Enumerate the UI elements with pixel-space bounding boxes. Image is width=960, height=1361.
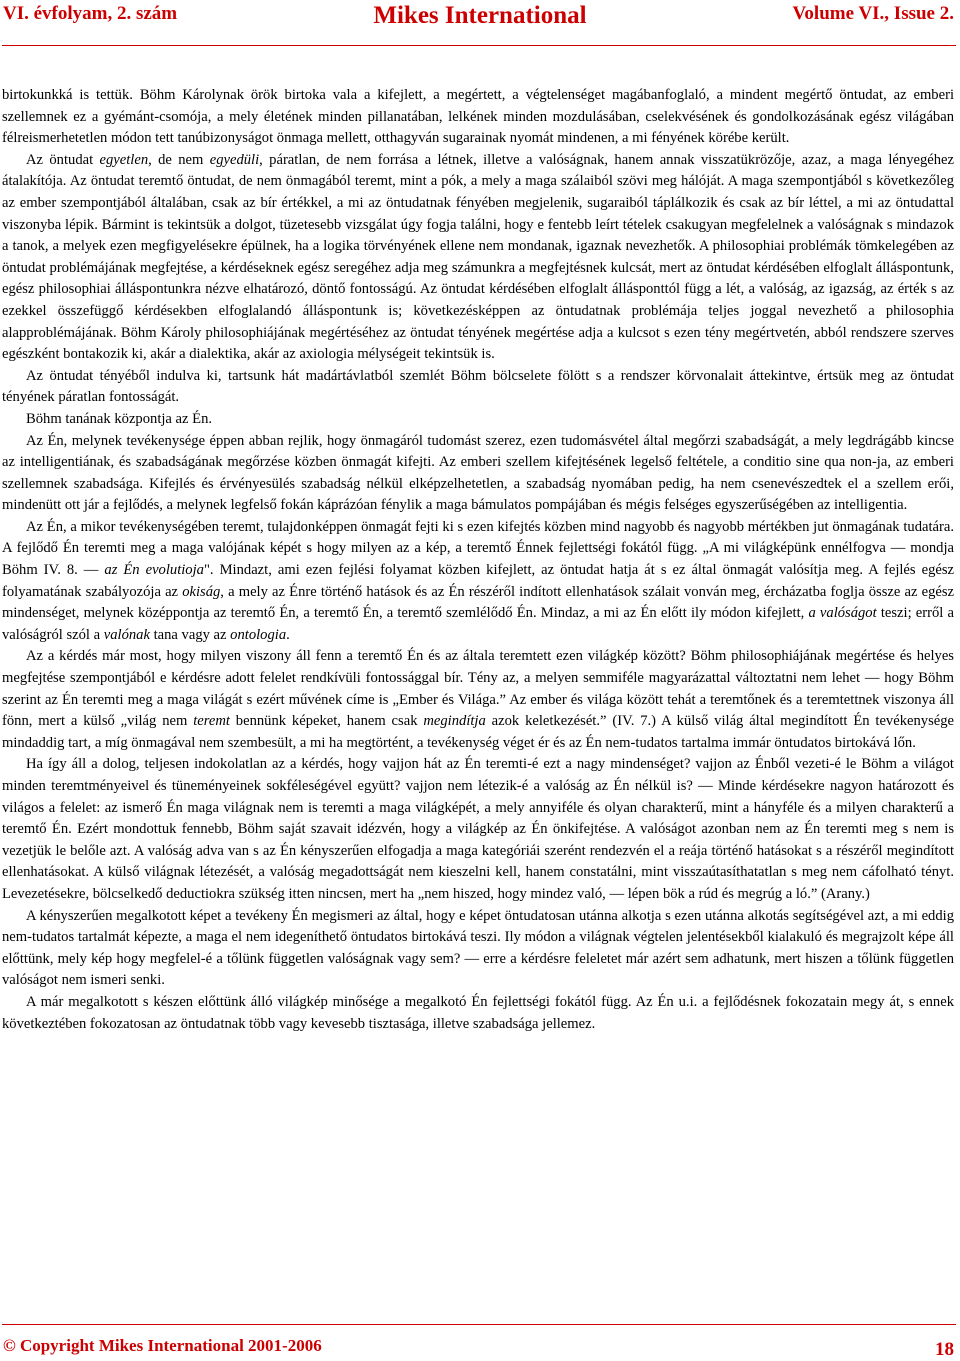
volume-english: Volume VI., Issue 2. [792,3,954,24]
emphasized-text: teremt [193,713,230,730]
emphasized-text: megindítja [423,713,486,730]
emphasized-text: egyetlen [99,151,149,168]
text-run: Az öntudat tényéből indulva ki, tartsunk hát madártávlatból szemlét Böhm bölcselete fölött s a rendszer körvonalait áttekintve, értsük meg az öntudat tényének páratlan fontosságát. [2,367,954,406]
page-number: 18 [935,1339,954,1360]
journal-title: Mikes International [373,2,587,29]
text-run: , a mely az Énre történő hatások és az Én részéről indított ellenhatások szálait vonván meg, ércházatba foglja össze az egész mindenséget, melynek középpontja az teremtő Én, a teremtő Én, a teremtő szemlélődő Én. Mindaz, a mi az Én előtt ily módon kifejlett, [2,583,954,622]
paragraph [2,906,954,992]
text-run: Böhm tanának központja az Én. [26,410,213,427]
paragraph [2,754,954,905]
volume-hungarian: VI. évfolyam, 2. szám [3,3,178,24]
paragraph [2,85,954,150]
emphasized-text: okiság [182,583,221,600]
emphasized-text: az Én evolutioja [104,562,204,579]
emphasized-text: ontologia [230,626,287,643]
page-header [0,0,960,56]
page-footer [0,1320,960,1361]
text-run: , de nem [148,151,210,168]
text-run: Az Én, a mikor tevékenységében teremt, tulajdonképpen önmagát fejti ki s ezen kifejtés közben mind nagyobb és nagyobb mértékben jut önmagának tudatára. A fejlődő Én teremti meg a maga valójának képét s hogy milyen az a kép, a teremtő Énnek fejlettségi fokától függ. „A mi világképünk ennélfogva — mondja Böhm IV. 8. — [2,518,954,579]
emphasized-text: valónak [103,626,150,643]
paragraph [2,366,954,409]
copyright-notice: © Copyright Mikes International 2001-2006 [3,1336,322,1355]
text-run: ". Mindazt, ami ezen fejlési folyamat közben kifejlett, az öntudat hatja át s ez által önmagát valósítja meg. A fejlés egész folyamatának szabályozója az [2,562,954,600]
text-run: A kényszerűen megalkotott képet a tevékeny Én megismeri az által, hogy e képet öntudatosan utánna alkotja s ezen utánna alkotás segítségével azt, a mi eddig nem-tudatos tartalmát képezte, a maga el nem idegeníthető öntudatos birtokává teszi. Ily módon a világnak végtelen jelentésekből kialakuló és megrajzolt képe áll előttünk, mely kép hogy megfelel-é a tőlünk független valóságnak vagy sem? — erre a kérdésre feleletet már azért sem adhatunk, mert hiszen a tőlünk független valóságot nem ismeri senki. [2,907,954,989]
text-run: bennünk képeket, hanem csak [229,713,424,730]
paragraph [2,409,954,431]
paragraph [2,150,954,366]
paragraph [2,517,954,647]
text-run: . [286,626,290,643]
emphasized-text: egyedüli [209,151,260,168]
text-run: , páratlan, de nem forrása a létnek, illetve a valóságnak, hanem annak visszatükrözője, azaz, a maga lényegéhez átalakítója. Az öntudat teremtő öntudat, de nem önmagából teremt, mint a pók, a mely a maga szálaiból szövi meg hálóját. A maga szempontjából s következőleg az ember szempontjából általában, csak az bír értékkel, a mi az öntudatnak fényében megjelenik, sugaraiból táplálkozik és csak az bír léttel, a mi az öntudattal viszonyba lépik. Bármint is tekintsük a dolgot, tüzetesebb vizsgálat úgy fogja találni, hogy e fentebb leírt tételek csakugyan megfelelnek a valóságnak s mindazok a tanok, a melyek ezen megfigyelésekre épülnek, ha a logika törvényének ellene nem mondanak, igaznak nevezhetők. A philosophiai problémák tömkelegében az öntudat problémájának megfejtése, a kérdéseknek egész seregéhez adja meg számunkra a megfejtésnek kulcsát, mert az öntudat kérdésében elfoglalt álláspontunk, egész philosophiai álláspontunkra nézve elhatározó, döntő fontosságú. Az öntudat kérdésében elfoglalt állásponttól függ a lét, a valóság, az igazság, az érték s az ezekkel összefüggő kérdésekben elfoglalandó álláspontunk is; következésképpen az öntudatnak problémája teljes joggal nevezhető a philosophia alapproblémájának. Böhm Károly philosophiájának megértéséhez az öntudat tényének megértése adja a kulcsot s ezen tény megértvetén, abból rendszere szerves egészként bontakozik ki, akár a dialektika, akár az axiologia mélységeit tekintsük is. [2,151,954,363]
article-body [2,85,954,1035]
text-run: tana vagy az [149,626,231,643]
paragraph [2,992,954,1035]
text-run: Az öntudat [26,151,100,168]
header-divider [2,45,956,46]
paragraph [2,646,954,754]
text-run: Ha így áll a dolog, teljesen indokolatlan az a kérdés, hogy vajjon hát az Én teremti-é ezt a nagy mindenséget? vajjon az Énből vezeti-é le Böhm a világot minden teremtményeivel és tüneményeinek sokféleségével együtt? vajjon nem létezik-é a valóság az Én nélkül is? — Minde kérdésekre nagyon határozott és világos a felelet: az ismerő Én maga világnak nem is teremti a maga világképét, a mely annyiféle és olyan charakterű, mint a hányféle és a milyen charakterű a teremtő Én. Ezért mondottuk fennebb, Böhm saját szavait idézvén, hogy a világkép az Én önkifejtése. A valóságot azonban nem az Én teremti meg s nem is vezetjük le belőle azt. A valóság adva van s az Én kényszerűen elfogadja a maga kategóriái szerént rendezvén el a reája történő hatásokat s a részéről megindított ellenhatásokat. A külső világnak létezését, a valóság megadottságát nem kieszelni kell, hanem constatálni, mint visszaútasíthatatlan s meg nem cáfolható tényt. Levezetésekre, bölcselkedő deductiokra szükség itten nincsen, mert ha „nem hiszed, hogy mindez való, — lépen bök a rúd és megrúg a ló.” (Arany.) [2,756,954,902]
text-run: azok keletkezését.” (IV. 7.) A külső világ által megindított Én tevékenysége mindaddig tart, a míg önmagával nem szembesült, a mi ha megtörtént, a tevékenység véget ér és az Én nem-tudatos tartalma immár öntudatos birtokává lőn. [2,713,955,751]
text-run: Az a kérdés már most, hogy milyen viszony áll fenn a teremtő Én és az általa teremtett ezen világkép között? Böhm philosophiájának megértése és helyes megfejtése szempontjából e kérdésre adott felelet rendkívüli fontossággal bír. Tény az, a melyen semmiféle magyarázattal változtatni nem lehet — hogy Böhm szerint az Én teremti meg a maga világát s ezért művének címe is „Ember és Világa.” Az ember és világa között tehát a teremtőnek és a teremtettnek viszonya áll fönn, mert a külső „világ nem [2,648,954,730]
text-run: teszi; erről a valóságról szól a [2,605,954,643]
text-run: Az Én, melynek tevékenysége éppen abban rejlik, hogy önmagáról tudomást szerez, ezen tudomásvétel által megőrzi szabadságát, a mely legdrágább kincse az intelligentiának, és szabadságának megőrzése közben önmagát kifejti. Az emberi szellem kifejtésének legelső feltétele, a conditio sine qua non-ja, az emberi szellemnek szabadsága. Kifejlés és érvényesülés szabadság nélkül elképzelhetetlen, a szabadság nyomában pedig, ha nem csenevészedtek el a szellem erői, mindenütt ott jár a fejlődés, a melynek legfelső fokán káprázóan fénylik a maga bámulatos pompájában és mégis felséges egyszerűségében az intelligentia. [2,432,954,514]
text-run: birtokunkká is tettük. Böhm Károlynak örök birtoka vala a kifejlett, a megértett, a végtelenséget magábanfoglaló, a mindent megértő öntudat, az emberi szellemnek ez a gyémánt-csomója, a mely életének minden pillanatában, lelkének minden mozdulásában, cselekvésének és gondolkozásának egész világában félreismerhetetlen módon tett tanúbizonyságot önmaga mellett, otthagyván sugarainak nyomát mindenen, a mi fényének körébe került. [2,87,954,147]
emphasized-text: a valóságot [808,605,877,622]
footer-divider [2,1324,956,1325]
paragraph [2,431,954,517]
text-run: A már megalkotott s készen előttünk álló világkép minősége a megalkotó Én fejlettségi fokától függ. Az Én u.i. a fejlődésnek fokozatain megy át, s ennek következtében fokozatosan az öntudatnak több vagy kevesebb tisztasága, illetve szabadsága jellemez. [2,993,954,1032]
